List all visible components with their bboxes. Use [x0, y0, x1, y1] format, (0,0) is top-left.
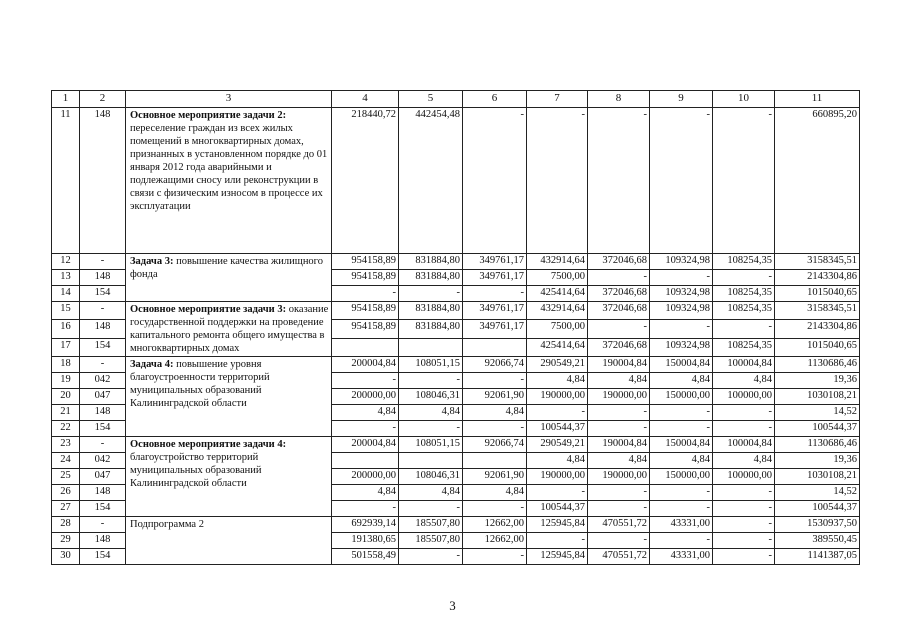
- value-cell: -: [650, 405, 713, 421]
- value-cell: 200004,84: [332, 357, 399, 373]
- value-cell: -: [713, 270, 775, 286]
- value-cell: 1015040,65: [775, 286, 860, 302]
- row-number: 28: [52, 517, 80, 533]
- value-cell: 4,84: [527, 373, 588, 389]
- value-cell: -: [463, 421, 527, 437]
- value-cell: -: [463, 286, 527, 302]
- header-cell: 7: [527, 91, 588, 108]
- description-text: Подпрограмма 2: [130, 519, 204, 530]
- row-number: 19: [52, 373, 80, 389]
- row-number: 17: [52, 338, 80, 356]
- value-cell: 4,84: [463, 485, 527, 501]
- table-row: [52, 437, 860, 453]
- value-cell: 470551,72: [588, 549, 650, 565]
- row-description: [126, 254, 332, 302]
- value-cell: 190004,84: [588, 357, 650, 373]
- value-cell: 4,84: [527, 453, 588, 469]
- header-cell: 6: [463, 91, 527, 108]
- value-cell: 692939,14: [332, 517, 399, 533]
- value-cell: 190000,00: [527, 469, 588, 485]
- value-cell: 108051,15: [399, 357, 463, 373]
- value-cell: 4,84: [332, 485, 399, 501]
- value-cell: [399, 338, 463, 356]
- value-cell: 108046,31: [399, 389, 463, 405]
- value-cell: -: [650, 485, 713, 501]
- description-heading: Основное мероприятие задачи 4:: [130, 439, 287, 450]
- header-cell: 4: [332, 91, 399, 108]
- header-cell: 2: [80, 91, 126, 108]
- value-cell: -: [650, 421, 713, 437]
- row-number: 13: [52, 270, 80, 286]
- description-text: повышение качества жилищного фонда: [130, 256, 323, 280]
- value-cell: 349761,17: [463, 254, 527, 270]
- value-cell: 125945,84: [527, 549, 588, 565]
- value-cell: 190004,84: [588, 437, 650, 453]
- row-number: 24: [52, 453, 80, 469]
- value-cell: -: [650, 270, 713, 286]
- value-cell: 954158,89: [332, 254, 399, 270]
- value-cell: 290549,21: [527, 357, 588, 373]
- header-cell: 5: [399, 91, 463, 108]
- value-cell: -: [332, 286, 399, 302]
- value-cell: 954158,89: [332, 320, 399, 338]
- budget-table: [51, 90, 860, 565]
- value-cell: 7500,00: [527, 270, 588, 286]
- row-number: 27: [52, 501, 80, 517]
- row-number: 16: [52, 320, 80, 338]
- budget-code: 154: [80, 286, 126, 302]
- value-cell: 4,84: [650, 373, 713, 389]
- value-cell: 442454,48: [399, 108, 463, 254]
- description-heading: Задача 4:: [130, 359, 174, 370]
- value-cell: -: [588, 405, 650, 421]
- row-number: 21: [52, 405, 80, 421]
- value-cell: -: [713, 549, 775, 565]
- budget-code: 148: [80, 320, 126, 338]
- value-cell: 4,84: [399, 405, 463, 421]
- value-cell: -: [527, 405, 588, 421]
- value-cell: 831884,80: [399, 320, 463, 338]
- row-description: [126, 108, 332, 254]
- value-cell: 19,36: [775, 453, 860, 469]
- value-cell: 200000,00: [332, 389, 399, 405]
- value-cell: -: [588, 533, 650, 549]
- value-cell: -: [399, 373, 463, 389]
- value-cell: 1130686,46: [775, 357, 860, 373]
- value-cell: 200000,00: [332, 469, 399, 485]
- value-cell: 100000,00: [713, 469, 775, 485]
- value-cell: 4,84: [588, 453, 650, 469]
- header-cell: 10: [713, 91, 775, 108]
- value-cell: -: [588, 501, 650, 517]
- row-number: 26: [52, 485, 80, 501]
- value-cell: 425414,64: [527, 338, 588, 356]
- row-description: [126, 302, 332, 357]
- value-cell: 100004,84: [713, 437, 775, 453]
- value-cell: -: [332, 501, 399, 517]
- budget-code: 148: [80, 108, 126, 254]
- header-cell: 8: [588, 91, 650, 108]
- value-cell: [463, 453, 527, 469]
- value-cell: -: [713, 108, 775, 254]
- value-cell: 100544,37: [775, 421, 860, 437]
- value-cell: -: [399, 421, 463, 437]
- header-cell: 9: [650, 91, 713, 108]
- budget-code: 148: [80, 533, 126, 549]
- row-number: 20: [52, 389, 80, 405]
- value-cell: 190000,00: [588, 469, 650, 485]
- row-number: 15: [52, 302, 80, 320]
- value-cell: 108051,15: [399, 437, 463, 453]
- value-cell: 501558,49: [332, 549, 399, 565]
- value-cell: [332, 338, 399, 356]
- budget-code: 154: [80, 421, 126, 437]
- budget-code: -: [80, 437, 126, 453]
- description-text: переселение граждан из всех жилых помещений в многоквартирных домах, признанных в установленном порядке до 01 января 2012 года аварийными и подлежащими сносу или реконструкции в связи с физическим износом в процессе их эксплуатации: [130, 123, 328, 212]
- budget-code: 154: [80, 501, 126, 517]
- value-cell: 12662,00: [463, 533, 527, 549]
- value-cell: 12662,00: [463, 517, 527, 533]
- value-cell: 831884,80: [399, 270, 463, 286]
- value-cell: 108254,35: [713, 338, 775, 356]
- value-cell: 389550,45: [775, 533, 860, 549]
- budget-code: -: [80, 302, 126, 320]
- value-cell: -: [463, 549, 527, 565]
- value-cell: 109324,98: [650, 286, 713, 302]
- budget-code: -: [80, 357, 126, 373]
- value-cell: 2143304,86: [775, 270, 860, 286]
- value-cell: 185507,80: [399, 517, 463, 533]
- value-cell: 831884,80: [399, 254, 463, 270]
- value-cell: 19,36: [775, 373, 860, 389]
- value-cell: -: [399, 286, 463, 302]
- value-cell: 4,84: [713, 373, 775, 389]
- value-cell: 1030108,21: [775, 469, 860, 485]
- value-cell: 372046,68: [588, 254, 650, 270]
- value-cell: 4,84: [463, 405, 527, 421]
- value-cell: -: [713, 501, 775, 517]
- value-cell: 4,84: [713, 453, 775, 469]
- value-cell: 7500,00: [527, 320, 588, 338]
- budget-code: 154: [80, 549, 126, 565]
- value-cell: 43331,00: [650, 517, 713, 533]
- budget-code: 042: [80, 453, 126, 469]
- value-cell: 954158,89: [332, 270, 399, 286]
- value-cell: 1141387,05: [775, 549, 860, 565]
- description-text: повышение уровня благоустроенности территорий муниципальных образований Калининградской области: [130, 359, 270, 409]
- value-cell: -: [650, 108, 713, 254]
- header-row: [52, 91, 860, 108]
- value-cell: 109324,98: [650, 254, 713, 270]
- row-number: 23: [52, 437, 80, 453]
- description-text: благоустройство территорий муниципальных образований Калининградской области: [130, 452, 262, 489]
- budget-code: 047: [80, 469, 126, 485]
- budget-code: 154: [80, 338, 126, 356]
- value-cell: 831884,80: [399, 302, 463, 320]
- value-cell: 4,84: [650, 453, 713, 469]
- budget-code: 042: [80, 373, 126, 389]
- row-number: 25: [52, 469, 80, 485]
- value-cell: -: [588, 108, 650, 254]
- value-cell: 92066,74: [463, 357, 527, 373]
- value-cell: 660895,20: [775, 108, 860, 254]
- value-cell: 14,52: [775, 405, 860, 421]
- header-cell: 3: [126, 91, 332, 108]
- budget-code: 148: [80, 405, 126, 421]
- value-cell: 100544,37: [527, 501, 588, 517]
- value-cell: 349761,17: [463, 302, 527, 320]
- value-cell: -: [399, 549, 463, 565]
- value-cell: -: [588, 270, 650, 286]
- table-row: [52, 302, 860, 320]
- value-cell: -: [650, 320, 713, 338]
- value-cell: -: [713, 533, 775, 549]
- value-cell: 372046,68: [588, 338, 650, 356]
- value-cell: 4,84: [399, 485, 463, 501]
- value-cell: 150000,00: [650, 469, 713, 485]
- value-cell: -: [713, 405, 775, 421]
- value-cell: 109324,98: [650, 302, 713, 320]
- value-cell: 108254,35: [713, 254, 775, 270]
- value-cell: 190000,00: [527, 389, 588, 405]
- value-cell: -: [713, 485, 775, 501]
- value-cell: 92061,90: [463, 469, 527, 485]
- value-cell: -: [527, 533, 588, 549]
- value-cell: 108254,35: [713, 302, 775, 320]
- description-text: оказание государственной поддержки на проведение капитального ремонта общего имущества в многоквартирных домах: [130, 304, 329, 354]
- value-cell: 108254,35: [713, 286, 775, 302]
- value-cell: 100544,37: [775, 501, 860, 517]
- value-cell: -: [713, 320, 775, 338]
- row-description: [126, 357, 332, 437]
- value-cell: 150004,84: [650, 437, 713, 453]
- value-cell: 3158345,51: [775, 302, 860, 320]
- value-cell: -: [588, 421, 650, 437]
- budget-code: 148: [80, 270, 126, 286]
- value-cell: 425414,64: [527, 286, 588, 302]
- value-cell: -: [463, 501, 527, 517]
- table-row: [52, 108, 860, 254]
- value-cell: 432914,64: [527, 302, 588, 320]
- description-heading: Задача 3:: [130, 256, 174, 267]
- value-cell: -: [463, 373, 527, 389]
- value-cell: 100000,00: [713, 389, 775, 405]
- row-number: 22: [52, 421, 80, 437]
- value-cell: 100544,37: [527, 421, 588, 437]
- table-row: [52, 254, 860, 270]
- value-cell: 92061,90: [463, 389, 527, 405]
- value-cell: -: [713, 517, 775, 533]
- value-cell: 109324,98: [650, 338, 713, 356]
- value-cell: -: [463, 108, 527, 254]
- value-cell: 1130686,46: [775, 437, 860, 453]
- value-cell: [463, 338, 527, 356]
- page-number: 3: [449, 598, 456, 613]
- value-cell: 372046,68: [588, 302, 650, 320]
- value-cell: 349761,17: [463, 270, 527, 286]
- budget-code: -: [80, 254, 126, 270]
- budget-code: 047: [80, 389, 126, 405]
- row-description: [126, 437, 332, 517]
- value-cell: [332, 453, 399, 469]
- row-number: 30: [52, 549, 80, 565]
- value-cell: 108046,31: [399, 469, 463, 485]
- value-cell: -: [527, 108, 588, 254]
- value-cell: 190000,00: [588, 389, 650, 405]
- value-cell: 100004,84: [713, 357, 775, 373]
- value-cell: 4,84: [588, 373, 650, 389]
- value-cell: -: [332, 373, 399, 389]
- header-cell: 11: [775, 91, 860, 108]
- value-cell: 1030108,21: [775, 389, 860, 405]
- row-number: 12: [52, 254, 80, 270]
- budget-code: -: [80, 517, 126, 533]
- value-cell: -: [399, 501, 463, 517]
- value-cell: 200004,84: [332, 437, 399, 453]
- value-cell: 954158,89: [332, 302, 399, 320]
- value-cell: 43331,00: [650, 549, 713, 565]
- value-cell: -: [588, 485, 650, 501]
- value-cell: -: [650, 533, 713, 549]
- row-number: 29: [52, 533, 80, 549]
- value-cell: 150004,84: [650, 357, 713, 373]
- value-cell: 1530937,50: [775, 517, 860, 533]
- row-number: 18: [52, 357, 80, 373]
- description-heading: Основное мероприятие задачи 3:: [130, 304, 287, 315]
- value-cell: 2143304,86: [775, 320, 860, 338]
- value-cell: -: [588, 320, 650, 338]
- row-number: 11: [52, 108, 80, 254]
- table-row: [52, 517, 860, 533]
- value-cell: 14,52: [775, 485, 860, 501]
- value-cell: [399, 453, 463, 469]
- value-cell: 432914,64: [527, 254, 588, 270]
- value-cell: 191380,65: [332, 533, 399, 549]
- value-cell: 470551,72: [588, 517, 650, 533]
- value-cell: 125945,84: [527, 517, 588, 533]
- header-cell: 1: [52, 91, 80, 108]
- row-number: 14: [52, 286, 80, 302]
- value-cell: 218440,72: [332, 108, 399, 254]
- value-cell: 1015040,65: [775, 338, 860, 356]
- value-cell: -: [332, 421, 399, 437]
- value-cell: 92066,74: [463, 437, 527, 453]
- value-cell: -: [713, 421, 775, 437]
- value-cell: -: [527, 485, 588, 501]
- value-cell: -: [650, 501, 713, 517]
- value-cell: 150000,00: [650, 389, 713, 405]
- value-cell: 290549,21: [527, 437, 588, 453]
- value-cell: 4,84: [332, 405, 399, 421]
- table-row: [52, 357, 860, 373]
- value-cell: 372046,68: [588, 286, 650, 302]
- value-cell: 3158345,51: [775, 254, 860, 270]
- budget-code: 148: [80, 485, 126, 501]
- value-cell: 185507,80: [399, 533, 463, 549]
- row-description: [126, 517, 332, 565]
- value-cell: 349761,17: [463, 320, 527, 338]
- description-heading: Основное мероприятие задачи 2:: [130, 110, 287, 121]
